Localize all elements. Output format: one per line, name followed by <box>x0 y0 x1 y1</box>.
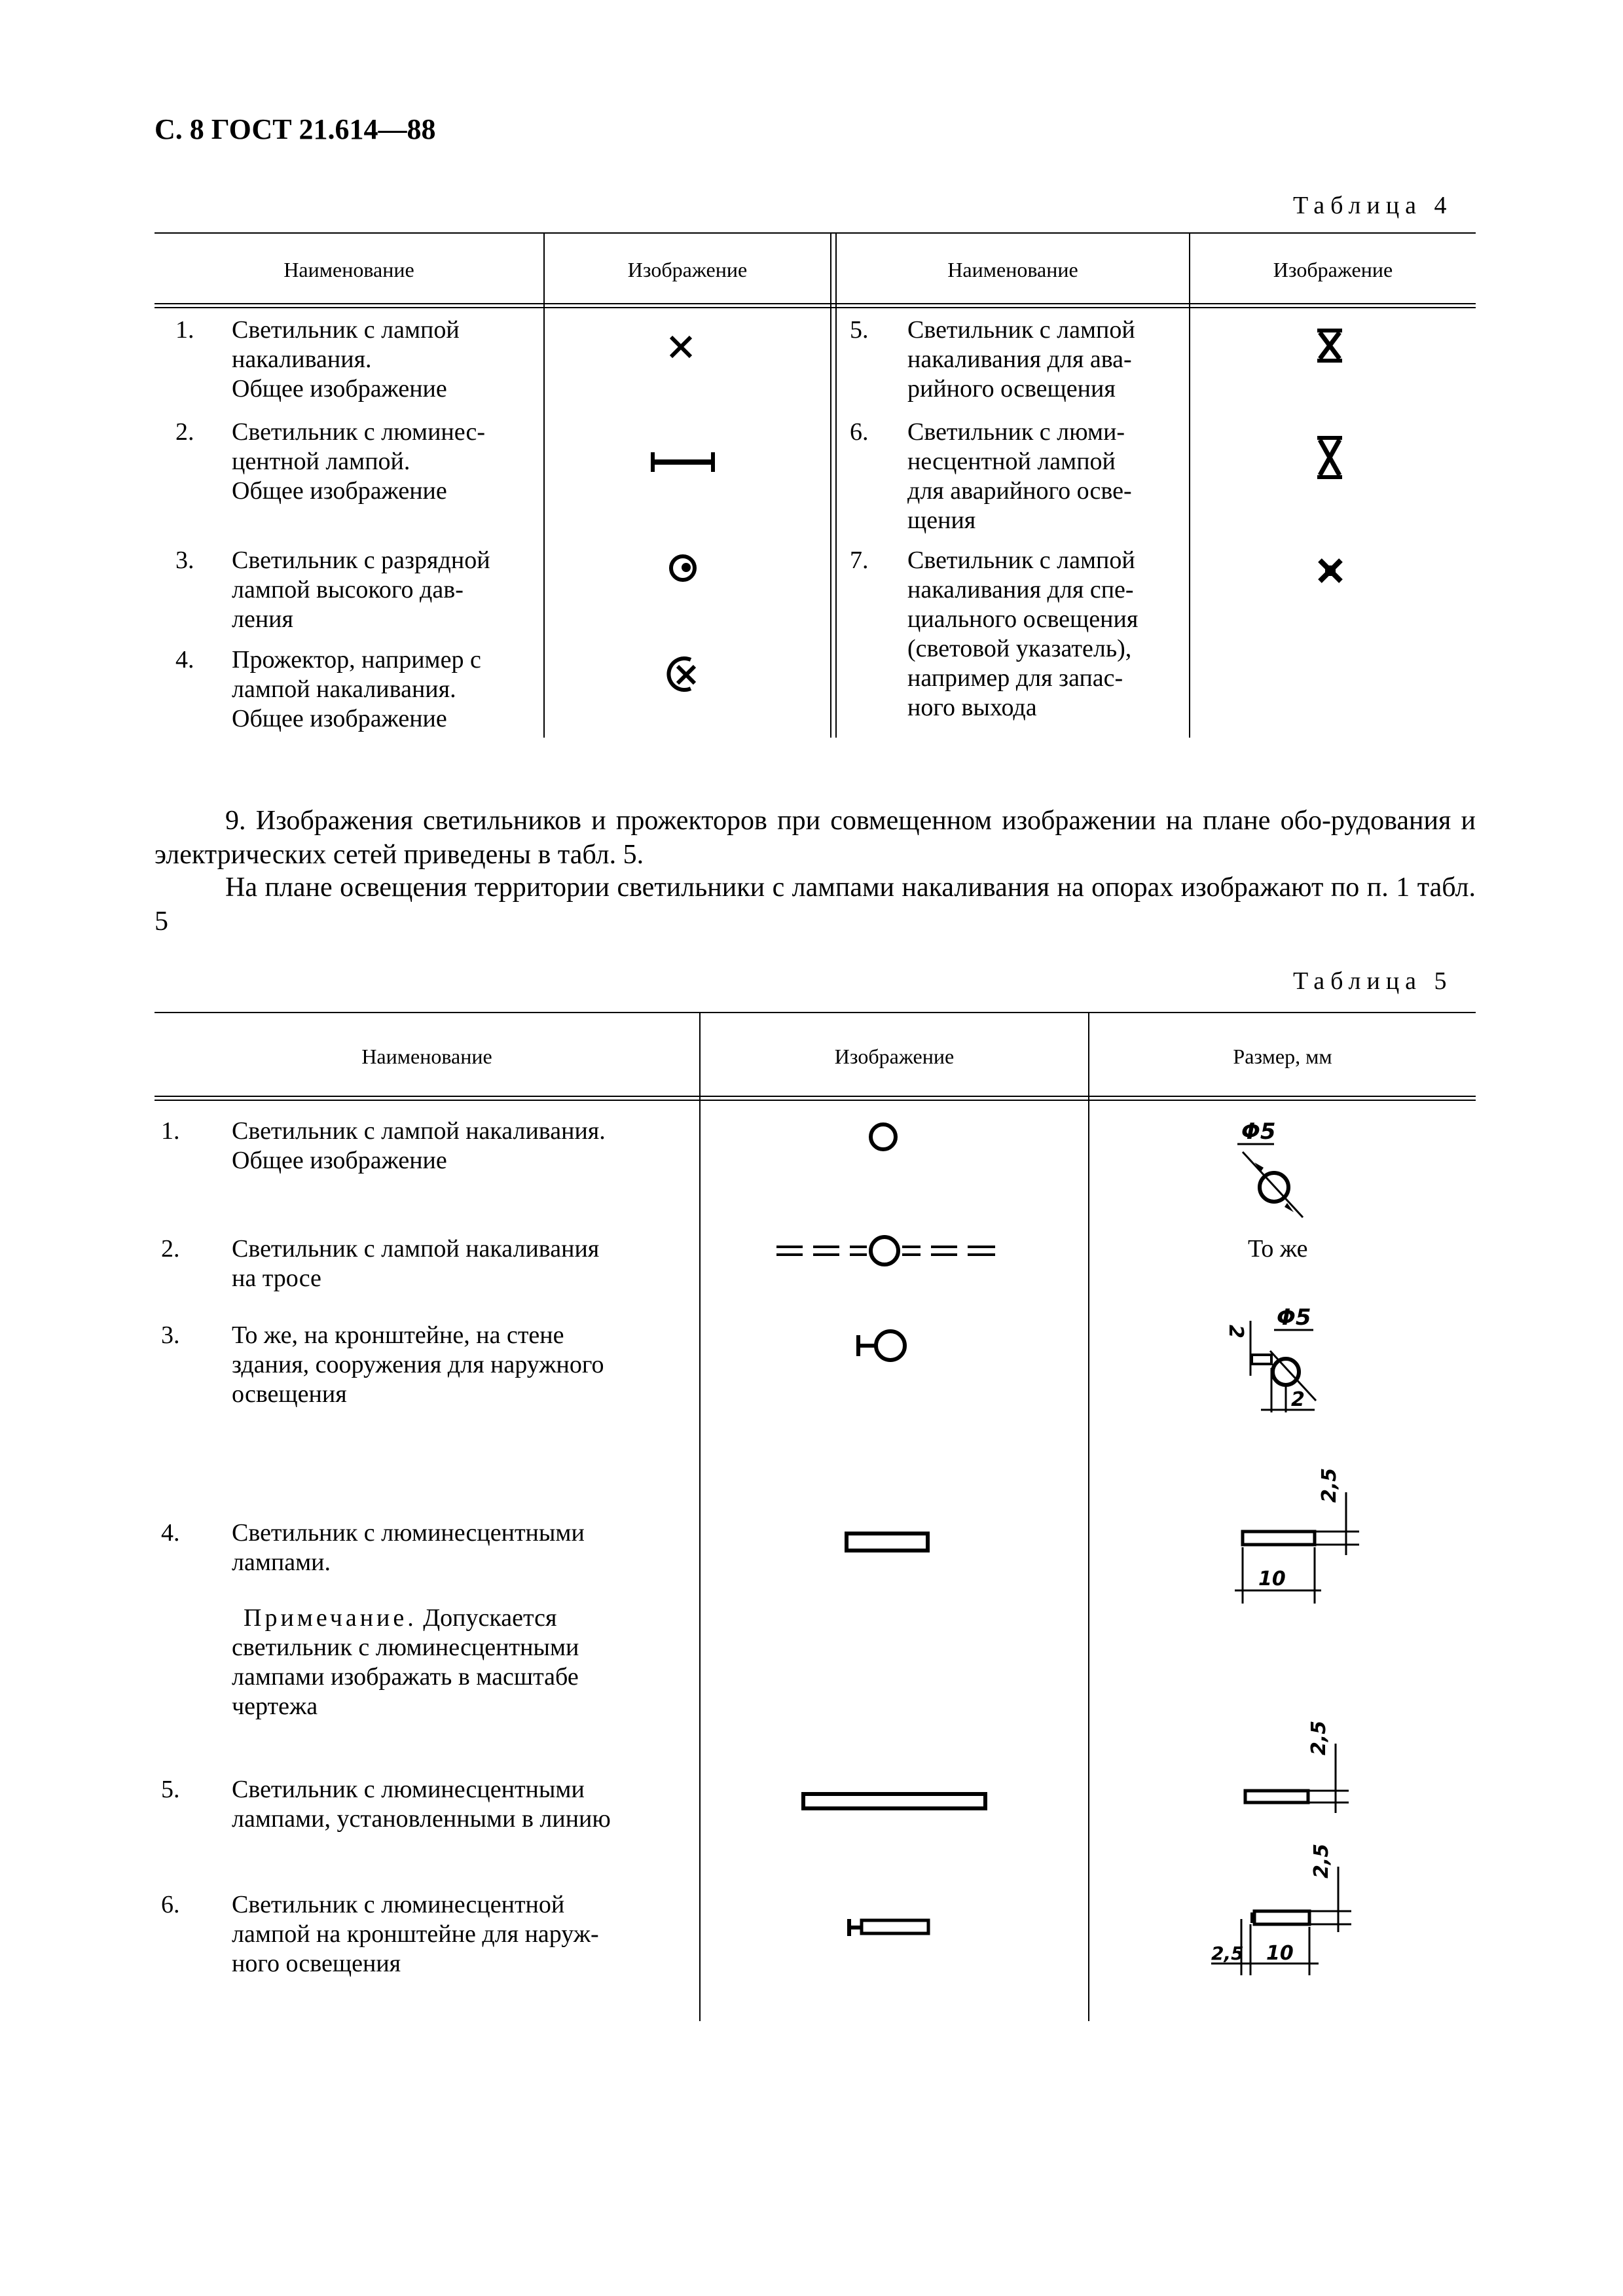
table4-row3-num: 3. <box>175 547 194 574</box>
table5-top-rule <box>155 1012 1476 1013</box>
table5-row3-text: То же, на кронштейне, на стене здания, сооружения для наружного освещения <box>232 1321 604 1408</box>
table5-row1-num: 1. <box>161 1117 180 1145</box>
phi5-label: Φ5 <box>1241 1119 1276 1145</box>
table4-row3-text: Светильник с разрядной лампой высокого дав- ления <box>232 547 490 633</box>
dim-2-5-row6-vertical: 2,5 <box>1310 1843 1333 1878</box>
table5-row2-num: 2. <box>161 1235 180 1263</box>
table5-row1-text: Светильник с лампой накаливания. Общее изображение <box>232 1117 606 1174</box>
table4-row5-num: 5. <box>850 316 869 344</box>
table4-row4-num: 4. <box>175 646 194 673</box>
table4-row2-text: Светильник с люминес- центной лампой. Общее изображение <box>232 418 486 505</box>
row1-size-dimension <box>1230 1117 1302 1221</box>
table4-row6-text: Светильник с люми- несцентной лампой для аварийного осве- щения <box>907 418 1132 534</box>
table4-caption: Таблица 4 <box>1293 192 1453 219</box>
table4-header-image-right: Изображение <box>1273 258 1393 281</box>
dim-10-row6: 10 <box>1266 1942 1294 1965</box>
table5-header-rule-2 <box>155 1100 1476 1101</box>
phi5-label-2: Φ5 <box>1277 1304 1311 1331</box>
table4-row1-text: Светильник с лампой накаливания. Общее изображение <box>232 316 460 403</box>
paragraph-territory: На плане освещения территории светильники с лампами накаливания на опорах изображают по п. 1 табл. 5 <box>155 872 1476 937</box>
table5-header-rule <box>155 1096 1476 1097</box>
table5-header-image: Изображение <box>834 1045 955 1068</box>
dim-2-5-row6-horizontal: 2,5 <box>1211 1943 1244 1964</box>
table4-header-name: Наименование <box>283 258 414 281</box>
table4-row6-num: 6. <box>850 418 869 446</box>
i-beam-bar-icon <box>651 450 715 474</box>
hourglass-icon <box>1316 435 1343 480</box>
table5-row4-note: Примечание. Допускается светильник с люминесцентными лампами изображать в масштабе чертежа <box>232 1604 579 1720</box>
circle-dot-icon <box>668 553 698 583</box>
table4-mid-divider <box>830 232 831 738</box>
page-header: С. 8 ГОСТ 21.614—88 <box>155 113 436 145</box>
table4-header-name-right: Наименование <box>947 258 1078 281</box>
table4-top-rule <box>155 232 1476 234</box>
table4-header-image: Изображение <box>627 258 748 281</box>
table5-row4-text: Светильник с люминесцентными лампами. <box>232 1519 585 1576</box>
table4-row4-text: Прожектор, например с лампой накаливания. Общее изображение <box>232 646 481 732</box>
table4-row7-text: Светильник с лампой накаливания для спе- циального освещения (световой указатель), например для запас- ного выхода <box>907 547 1139 721</box>
row3-size-dimension <box>1224 1302 1326 1433</box>
row5-size-dimension <box>1244 1720 1362 1820</box>
table5-col-divider-2 <box>1088 1012 1089 2021</box>
table5-row6-text: Светильник с люминесцентной лампой на кронштейне для наруж- ного освещения <box>232 1891 599 1977</box>
filled-cross-icon <box>1317 558 1343 584</box>
table5-row3-num: 3. <box>161 1321 180 1349</box>
dim-2-5-vertical: 2,5 <box>1318 1467 1341 1503</box>
table4-col-divider-right <box>1189 232 1190 738</box>
table4-col-divider <box>543 232 545 738</box>
row4-size-dimension <box>1228 1467 1359 1604</box>
rectangle-icon <box>845 1532 931 1555</box>
dim-2-5-row5: 2,5 <box>1307 1720 1330 1755</box>
x-cross-icon <box>668 334 694 360</box>
table5-row6-num: 6. <box>161 1891 180 1918</box>
table5-header-size: Размер, мм <box>1233 1045 1332 1068</box>
table5-row5-num: 5. <box>161 1776 180 1803</box>
dim-2-vertical: 2 <box>1224 1325 1247 1338</box>
long-rectangle-icon <box>801 1792 989 1813</box>
projector-cross-icon <box>665 655 701 694</box>
table5-header-name: Наименование <box>361 1045 492 1068</box>
circle-bracket-icon <box>855 1326 910 1365</box>
row6-size-dimension <box>1211 1843 1368 1978</box>
table5-row4-num: 4. <box>161 1519 180 1547</box>
table4-mid-divider-2 <box>835 232 837 738</box>
table4-row5-text: Светильник с лампой накаливания для ава- рийного освещения <box>907 316 1135 403</box>
circle-on-cable-icon <box>776 1234 995 1267</box>
hourglass-small-icon <box>1316 327 1343 364</box>
table4-header-rule <box>155 303 1476 304</box>
table5-caption: Таблица 5 <box>1293 967 1453 995</box>
table5-col-divider-1 <box>699 1012 701 2021</box>
circle-icon <box>868 1122 898 1152</box>
row2-size-same: То же <box>1248 1235 1308 1263</box>
table5-row5-text: Светильник с люминесцентными лампами, установленными в линию <box>232 1776 611 1833</box>
table4-row7-num: 7. <box>850 547 869 574</box>
table4-row1-num: 1. <box>175 316 194 344</box>
dim-10-label: 10 <box>1258 1568 1286 1590</box>
dim-2-horizontal: 2 <box>1291 1388 1305 1411</box>
paragraph-9: 9. Изображения светильников и прожекторов при совмещенном изображении на плане обо-рудования и электрических сетей приведены в табл. 5. <box>155 806 1476 870</box>
table5-row2-text: Светильник с лампой накаливания на тросе <box>232 1235 600 1292</box>
rectangle-bracket-icon <box>846 1916 931 1939</box>
table4-header-rule-2 <box>155 307 1476 308</box>
table4-row2-num: 2. <box>175 418 194 446</box>
